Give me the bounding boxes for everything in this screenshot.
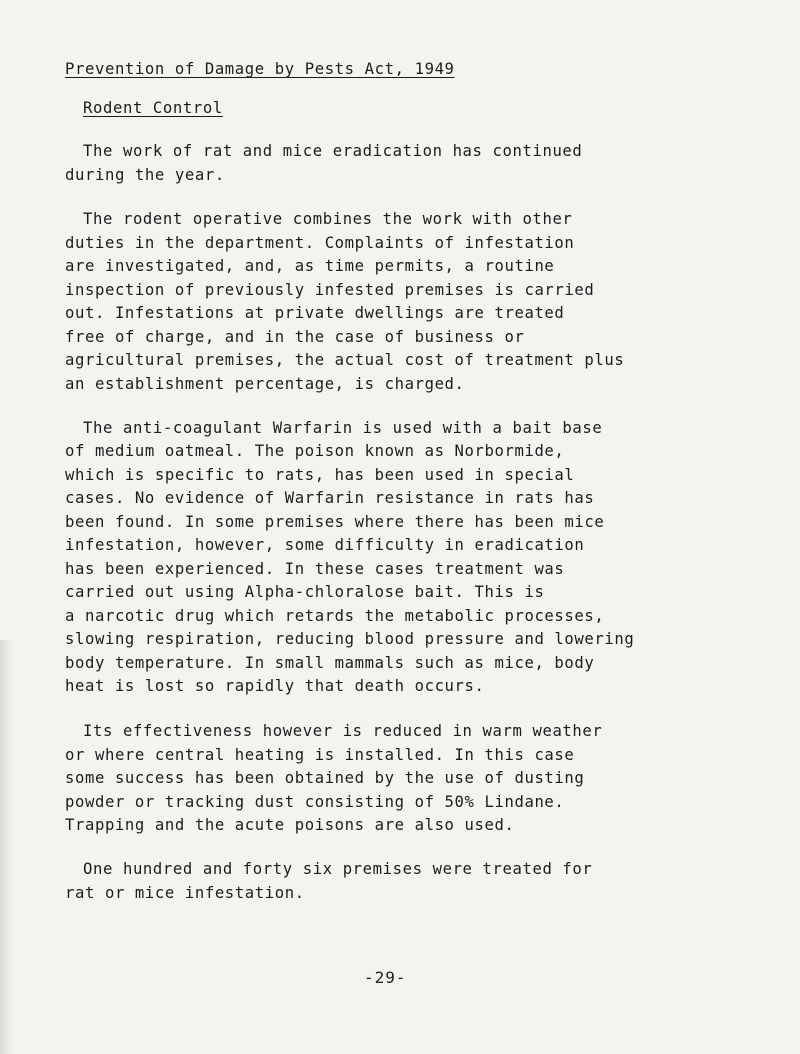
paragraph-line: Trapping and the acute poisons are also used. (65, 816, 515, 834)
paragraph-line: slowing respiration, reducing blood pressure and lowering (65, 630, 635, 648)
paragraph-line: are investigated, and, as time permits, a routine (65, 257, 555, 275)
paragraph-line: a narcotic drug which retards the metabolic processes, (65, 607, 605, 625)
paragraph-line: duties in the department. Complaints of infestation (65, 234, 575, 252)
paragraph-line: rat or mice infestation. (65, 884, 305, 902)
paragraph-line: an establishment percentage, is charged. (65, 375, 465, 393)
paragraph-line: or where central heating is installed. In this case (65, 746, 575, 764)
paragraph-line: has been experienced. In these cases treatment was (65, 560, 565, 578)
paragraph-line: some success has been obtained by the use of dusting (65, 769, 585, 787)
paragraph-line: inspection of previously infested premises is carried (65, 281, 595, 299)
paragraph-line: which is specific to rats, has been used in special (65, 466, 575, 484)
paragraph-line: The rodent operative combines the work with other (83, 210, 573, 228)
paragraph-line: heat is lost so rapidly that death occurs. (65, 677, 485, 695)
paragraph-line: powder or tracking dust consisting of 50% Lindane. (65, 793, 565, 811)
paragraph-line: been found. In some premises where there has been mice (65, 513, 605, 531)
paragraph-line: Its effectiveness however is reduced in warm weather (83, 722, 603, 740)
section-title: Rodent Control (83, 99, 223, 117)
page-edge-shadow (0, 640, 14, 1054)
act-title: Prevention of Damage by Pests Act, 1949 (65, 60, 455, 78)
paragraph-line: The anti-coagulant Warfarin is used with a bait base (83, 419, 603, 437)
paragraph-line: carried out using Alpha-chloralose bait. This is (65, 583, 545, 601)
paragraph-line: out. Infestations at private dwellings are treated (65, 304, 565, 322)
paragraph-line: cases. No evidence of Warfarin resistance in rats has (65, 489, 595, 507)
paragraph-line: agricultural premises, the actual cost of treatment plus (65, 351, 625, 369)
paragraph-line: One hundred and forty six premises were treated for (83, 860, 593, 878)
page-number: -29- (364, 968, 407, 987)
paragraph-line: body temperature. In small mammals such as mice, body (65, 654, 595, 672)
paragraph-line: The work of rat and mice eradication has continued (83, 142, 583, 160)
paragraph-line: free of charge, and in the case of business or (65, 328, 525, 346)
paragraph-line: of medium oatmeal. The poison known as Norbormide, (65, 442, 565, 460)
paragraph-line: during the year. (65, 166, 225, 184)
paragraph-line: infestation, however, some difficulty in eradication (65, 536, 585, 554)
